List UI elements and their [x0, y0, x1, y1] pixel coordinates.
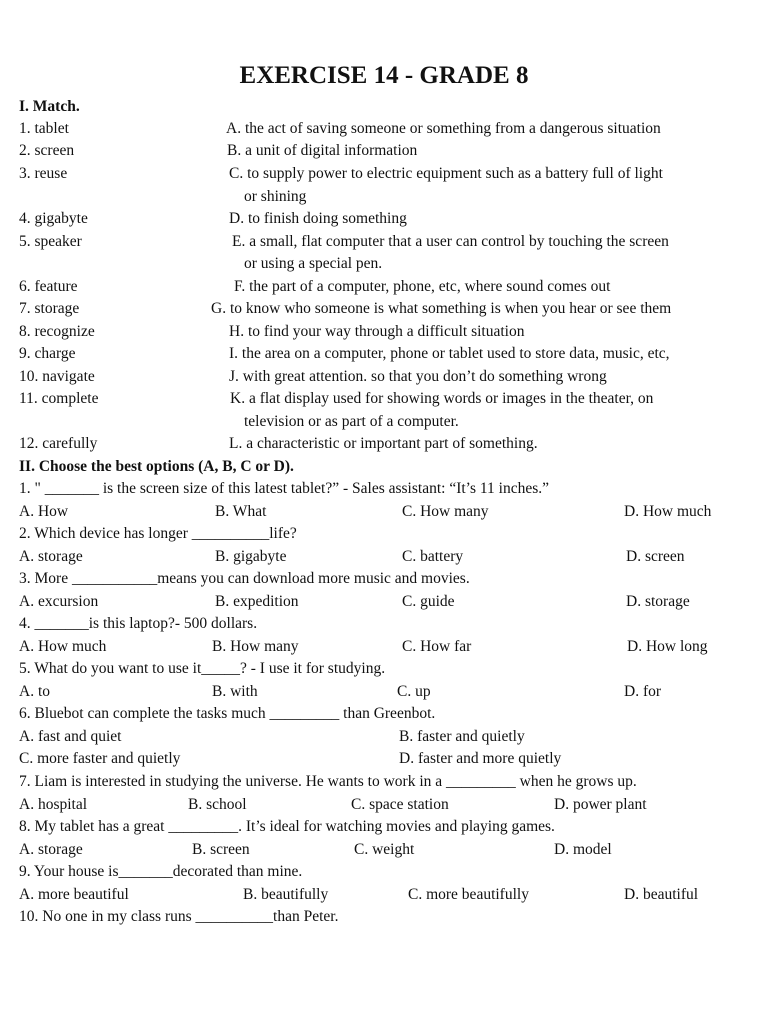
answer-option: B. expedition	[215, 593, 299, 610]
answer-option: D. beautiful	[624, 886, 699, 903]
match-term: 6. feature	[19, 278, 78, 295]
answer-option: B. How many	[212, 638, 299, 655]
answer-option: A. How much	[19, 638, 107, 655]
question-text: 9. Your house is_______decorated than mine.	[19, 863, 303, 880]
match-definition: A. the act of saving someone or something from a dangerous situation	[226, 120, 661, 137]
match-definition: B. a unit of digital information	[227, 142, 418, 159]
answer-option: B. What	[215, 503, 267, 520]
answer-option: D. How much	[624, 503, 712, 520]
answer-option: B. gigabyte	[215, 548, 287, 565]
question-text: 7. Liam is interested in studying the universe. He wants to work in a _________ when he grows up.	[19, 773, 637, 790]
match-definition: D. to finish doing something	[229, 210, 407, 227]
match-definition: J. with great attention. so that you don’t do something wrong	[229, 368, 607, 385]
question-text: 1. " _______ is the screen size of this latest tablet?” - Sales assistant: “It’s 11 inches.”	[19, 480, 550, 497]
match-definition: L. a characteristic or important part of something.	[229, 435, 538, 452]
answer-option: D. How long	[627, 638, 708, 655]
match-definition-continued: or using a special pen.	[244, 255, 383, 272]
answer-option: C. battery	[402, 548, 464, 565]
match-term: 11. complete	[19, 390, 99, 407]
match-term: 8. recognize	[19, 323, 95, 340]
match-term: 3. reuse	[19, 165, 68, 182]
answer-option: A. to	[19, 683, 50, 700]
match-definition: E. a small, flat computer that a user can control by touching the screen	[232, 233, 669, 250]
answer-option: C. How far	[402, 638, 472, 655]
match-term: 4. gigabyte	[19, 210, 88, 227]
answer-option: C. up	[397, 683, 431, 700]
answer-option: C. How many	[402, 503, 489, 520]
answer-option: A. excursion	[19, 593, 99, 610]
answer-option: D. for	[624, 683, 662, 700]
answer-option: C. more beautifully	[408, 886, 529, 903]
match-term: 12. carefully	[19, 435, 98, 452]
answer-option: A. hospital	[19, 796, 88, 813]
answer-option: B. screen	[192, 841, 250, 858]
answer-option: B. faster and quietly	[399, 728, 525, 745]
answer-option: D. screen	[626, 548, 685, 565]
match-term: 5. speaker	[19, 233, 82, 250]
match-definition: H. to find your way through a difficult situation	[229, 323, 525, 340]
match-definition: G. to know who someone is what something is when you hear or see them	[211, 300, 672, 317]
match-definition-continued: television or as part of a computer.	[244, 413, 459, 430]
question-text: 4. _______is this laptop?- 500 dollars.	[19, 615, 258, 632]
match-term: 7. storage	[19, 300, 80, 317]
answer-option: B. with	[212, 683, 258, 700]
question-text: 5. What do you want to use it_____? - I use it for studying.	[19, 660, 386, 677]
question-text: 3. More ___________means you can download more music and movies.	[19, 570, 470, 587]
question-text: 10. No one in my class runs __________than Peter.	[19, 908, 339, 925]
match-term: 1. tablet	[19, 120, 69, 137]
answer-option: A. storage	[19, 841, 83, 858]
answer-option: A. How	[19, 503, 69, 520]
answer-option: D. faster and more quietly	[399, 750, 562, 767]
match-term: 10. navigate	[19, 368, 95, 385]
match-definition: F. the part of a computer, phone, etc, where sound comes out	[234, 278, 611, 295]
answer-option: A. fast and quiet	[19, 728, 122, 745]
match-definition: C. to supply power to electric equipment such as a battery full of light	[229, 165, 663, 182]
answer-option: B. school	[188, 796, 247, 813]
match-term: 2. screen	[19, 142, 75, 159]
answer-option: A. more beautiful	[19, 886, 129, 903]
answer-option: C. space station	[351, 796, 449, 813]
match-definition: K. a flat display used for showing words or images in the theater, on	[230, 390, 654, 407]
question-text: 6. Bluebot can complete the tasks much _________ than Greenbot.	[19, 705, 436, 722]
match-definition-continued: or shining	[244, 188, 307, 205]
page-title: EXERCISE 14 - GRADE 8	[239, 62, 529, 89]
match-term: 9. charge	[19, 345, 76, 362]
match-definition: I. the area on a computer, phone or tablet used to store data, music, etc,	[229, 345, 670, 362]
answer-option: C. weight	[354, 841, 415, 858]
answer-option: D. model	[554, 841, 612, 858]
answer-option: C. more faster and quietly	[19, 750, 181, 767]
section-heading-match: I. Match.	[19, 98, 80, 115]
answer-option: C. guide	[402, 593, 455, 610]
section-heading-choose: II. Choose the best options (A, B, C or D).	[19, 458, 294, 475]
answer-option: A. storage	[19, 548, 83, 565]
question-text: 8. My tablet has a great _________. It’s ideal for watching movies and playing games.	[19, 818, 555, 835]
answer-option: D. storage	[626, 593, 690, 610]
question-text: 2. Which device has longer __________life?	[19, 525, 297, 542]
answer-option: B. beautifully	[243, 886, 329, 903]
answer-option: D. power plant	[554, 796, 647, 813]
